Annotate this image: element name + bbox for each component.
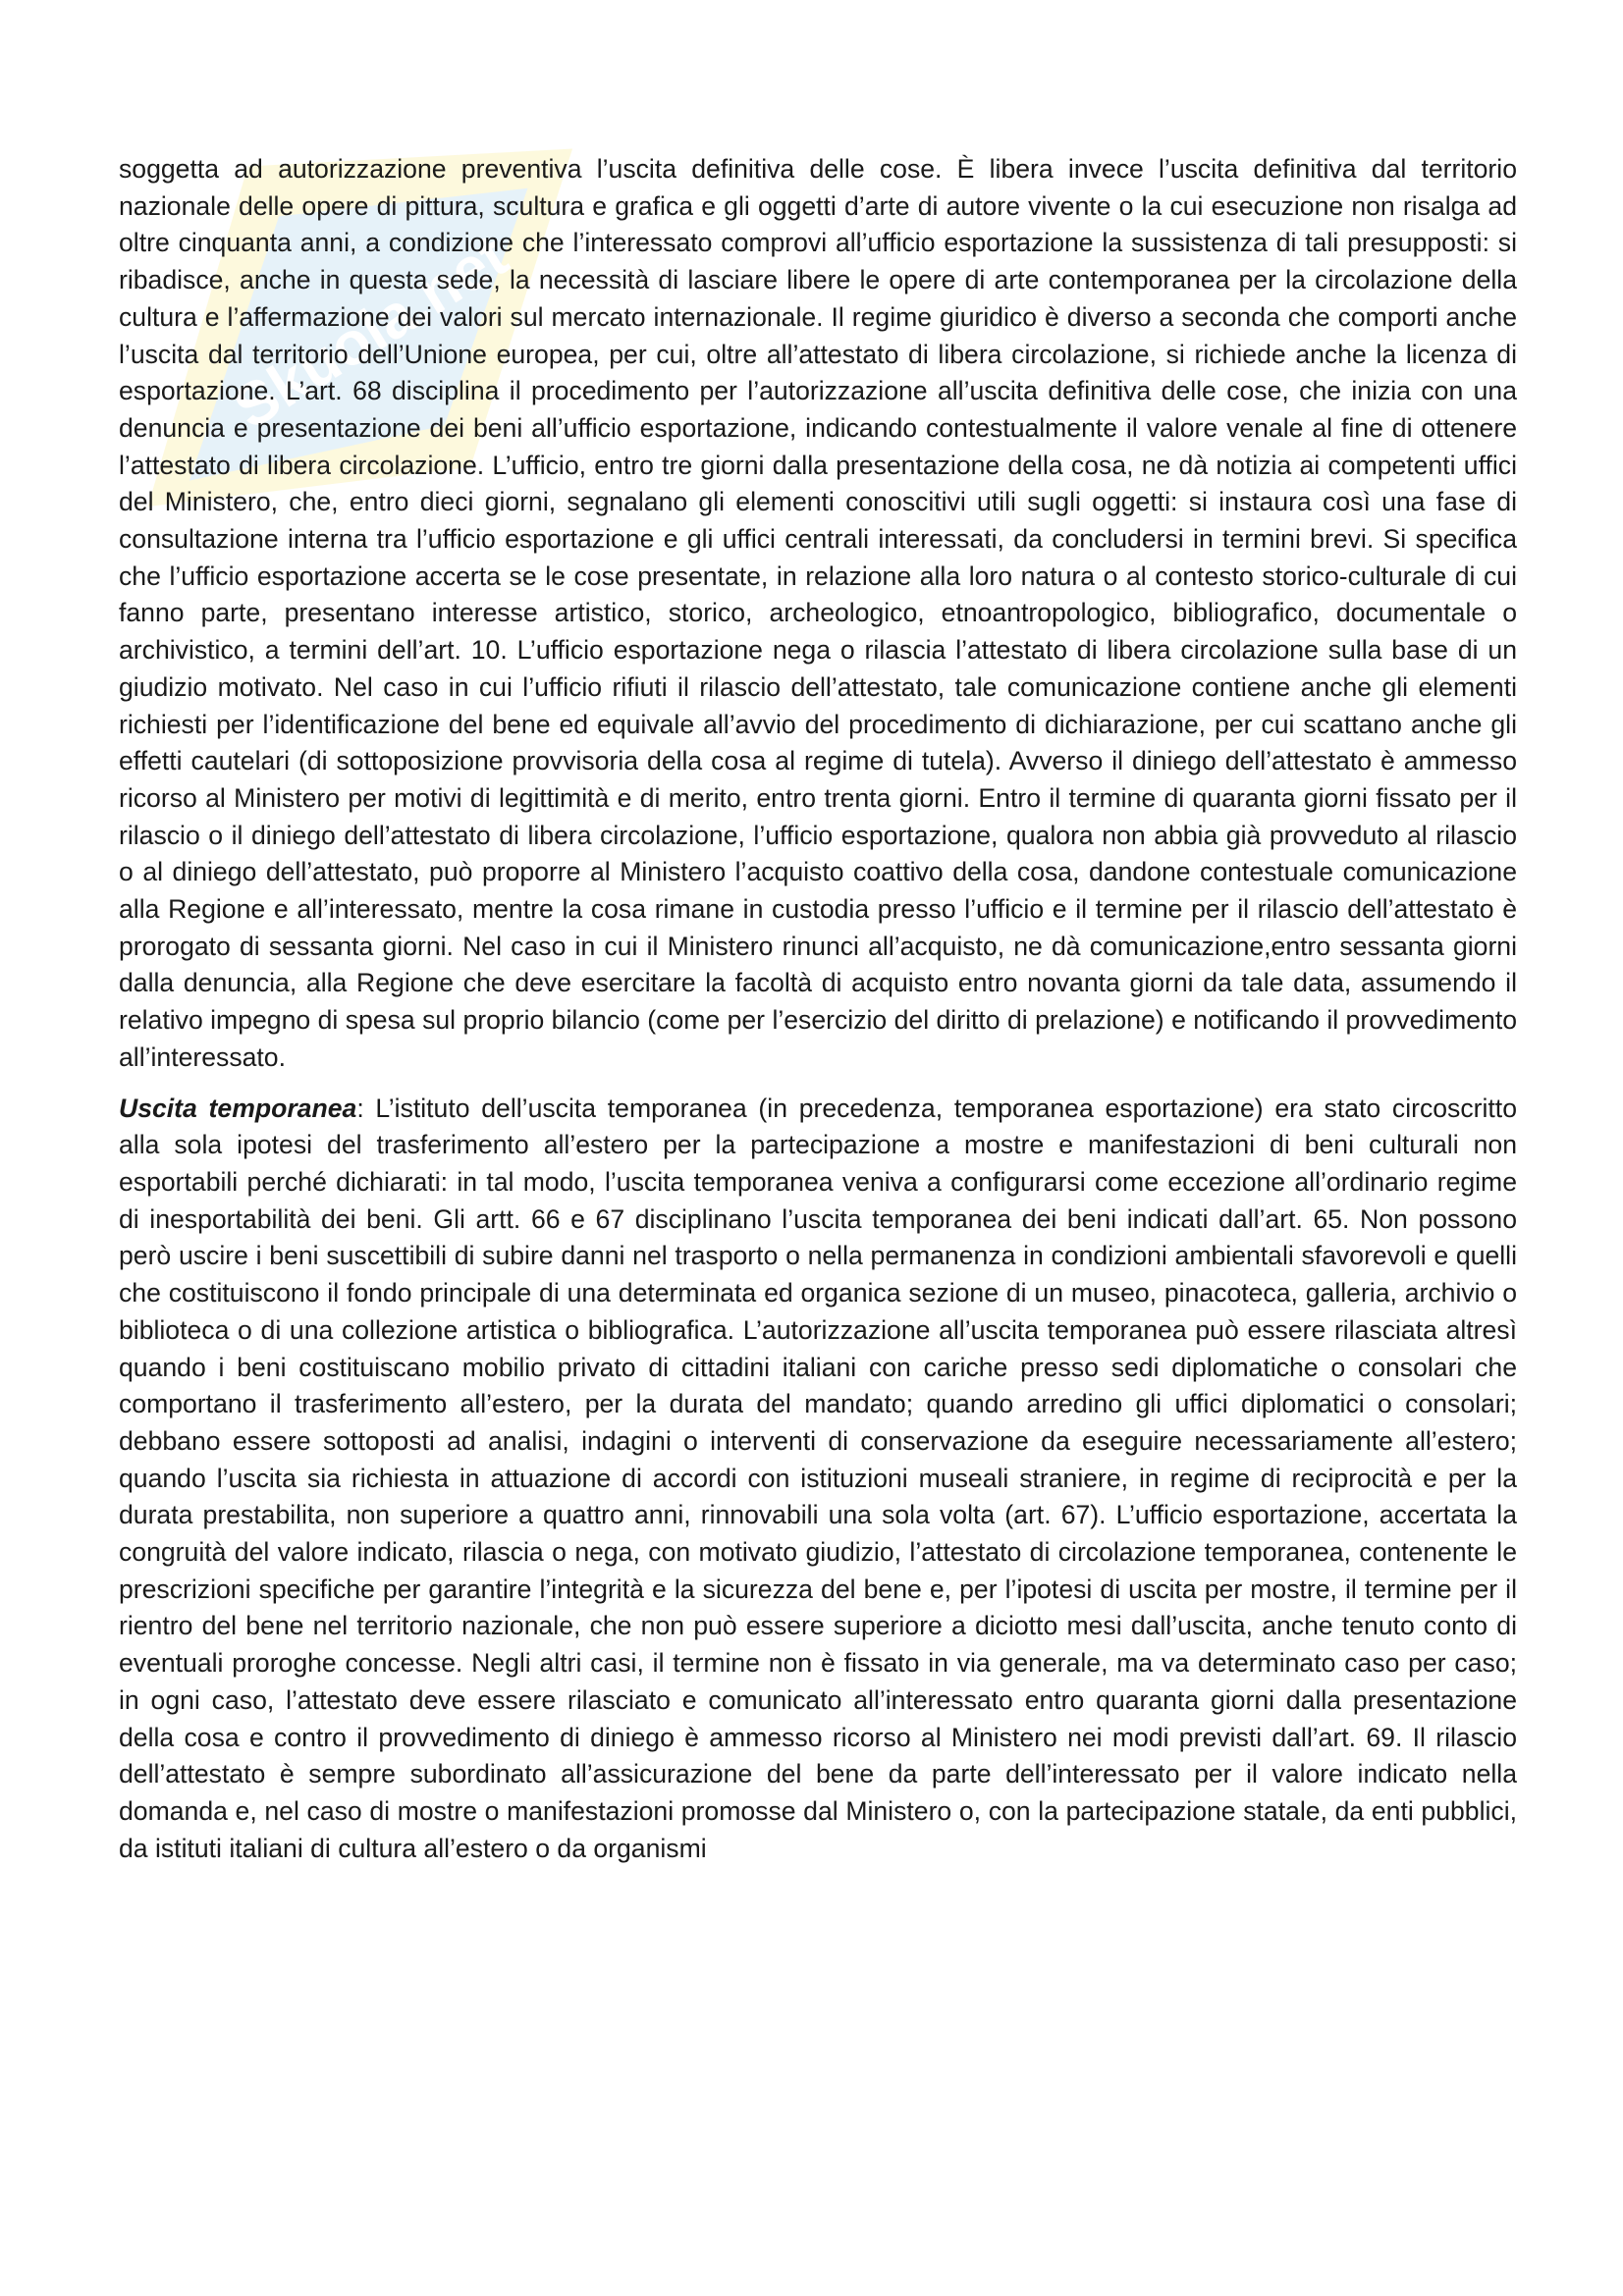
section-heading-colon: : bbox=[356, 1093, 364, 1123]
paragraph-uscita-temporanea bbox=[119, 1091, 1517, 1868]
paragraph-text: soggetta ad autorizzazione preventiva l’uscita definitiva delle cose. È libera invece l’uscita definitiva dal territorio nazionale delle opere di pittura, scultura e grafica e gli oggetti d’arte di autore vivente o la cui esecuzione non risalga ad oltre cinquanta anni, a condizione che l’interessato comprovi all’ufficio esportazione la sussistenza di tali presupposti: si ribadisce, anche in questa sede, la necessità di lasciare libere le opere di arte contemporanea per la circolazione della cultura e l’affermazione dei valori sul mercato internazionale. Il regime giuridico è diverso a seconda che comporti anche l’uscita dal territorio dell’Unione europea, per cui, oltre all’attestato di libera circolazione, si richiede anche la licenza di esportazione. L’art. 68 disciplina il procedimento per l’autorizzazione all’uscita definitiva delle cose, che inizia con una denuncia e presentazione dei beni all’ufficio esportazione, indicando contestualmente il valore venale al fine di ottenere l’attestato di libera circolazione. L’ufficio, entro tre giorni dalla presentazione della cosa, ne dà notizia ai competenti uffici del Ministero, che, entro dieci giorni, segnalano gli elementi conoscitivi utili sugli oggetti: si instaura così una fase di consultazione interna tra l’ufficio esportazione e gli uffici centrali interessati, da concludersi in termini brevi. Si specifica che l’ufficio esportazione accerta se le cose presentate, in relazione alla loro natura o al contesto storico-culturale di cui fanno parte, presentano interesse artistico, storico, archeologico, etnoantropologico, bibliografico, documentale o archivistico, a termini dell’art. 10. L’ufficio esportazione nega o rilascia l’attestato di libera circolazione sulla base di un giudizio motivato. Nel caso in cui l’ufficio rifiuti il rilascio dell’attestato, tale comunicazione contiene anche gli elementi richiesti per l’identificazione del bene ed equivale all’avvio del procedimento di dichiarazione, per cui scattano anche gli effetti cautelari (di sottoposizione provvisoria della cosa al regime di tutela). Avverso il diniego dell’attestato è ammesso ricorso al Ministero per motivi di legittimità e di merito, entro trenta giorni. Entro il termine di quaranta giorni fissato per il rilascio o il diniego dell’attestato di libera circolazione, l’ufficio esportazione, qualora non abbia già provveduto al rilascio o al diniego dell’attestato, può proporre al Ministero l’acquisto coattivo della cosa, dandone contestuale comunicazione alla Regione e all’interessato, mentre la cosa rimane in custodia presso l’ufficio e il termine per il rilascio dell’attestato è prorogato di sessanta giorni. Nel caso in cui il Ministero rinunci all’acquisto, ne dà comunicazione,entro sessanta giorni dalla denuncia, alla Regione che deve esercitare la facoltà di acquisto entro novanta giorni da tale data, assumendo il relativo impegno di spesa sul proprio bilancio (come per l’esercizio del diritto di prelazione) e notificando il provvedimento all’interessato. bbox=[119, 154, 1517, 1072]
paragraph-text: L’istituto dell’uscita temporanea (in precedenza, temporanea esportazione) era stato circoscritto alla sola ipotesi del trasferimento all’estero per la partecipazione a mostre e manifestazioni di beni culturali non esportabili perché dichiarati: in tal modo, l’uscita temporanea veniva a configurarsi come eccezione all’ordinario regime di inesportabilità dei beni. Gli artt. 66 e 67 disciplinano l’uscita temporanea dei beni indicati dall’art. 65. Non possono però uscire i beni suscettibili di subire danni nel trasporto o nella permanenza in condizioni ambientali sfavorevoli e quelli che costituiscono il fondo principale di una determinata ed organica sezione di un museo, pinacoteca, galleria, archivio o biblioteca o di una collezione artistica o bibliografica. L’autorizzazione all’uscita temporanea può essere rilasciata altresì quando i beni costituiscano mobilio privato di cittadini italiani con cariche presso sedi diplomatiche o consolari che comportano il trasferimento all’estero, per la durata del mandato; quando arredino gli uffici diplomatici o consolari; debbano essere sottoposti ad analisi, indagini o interventi di conservazione da eseguire necessariamente all’estero; quando l’uscita sia richiesta in attuazione di accordi con istituzioni museali straniere, in regime di reciprocità e per la durata prestabilita, non superiore a quattro anni, rinnovabili una sola volta (art. 67). L’ufficio esportazione, accertata la congruità del valore indicato, rilascia o nega, con motivato giudizio, l’attestato di circolazione temporanea, contenente le prescrizioni specifiche per garantire l’integrità e la sicurezza del bene e, per l’ipotesi di uscita per mostre, il termine per il rientro del bene nel territorio nazionale, che non può essere superiore a diciotto mesi dall’uscita, anche tenuto conto di eventuali proroghe concesse. Negli altri casi, il termine non è fissato in via generale, ma va determinato caso per caso; in ogni caso, l’attestato deve essere rilasciato e comunicato all’interessato entro quaranta giorni dalla presentazione della cosa e contro il provvedimento di diniego è ammesso ricorso al Ministero nei modi previsti dall’art. 69. Il rilascio dell’attestato è sempre subordinato all’assicurazione del bene da parte dell’interessato per il valore indicato nella domanda e, nel caso di mostre o manifestazioni promosse dal Ministero o, con la partecipazione statale, da enti pubblici, da istituti italiani di cultura all’estero o da organismi bbox=[119, 1093, 1517, 1863]
watermark-text: Skuola.net bbox=[222, 221, 519, 443]
section-heading: Uscita temporanea bbox=[119, 1093, 357, 1123]
paragraph-uscita-definitiva bbox=[119, 151, 1517, 1077]
document-body bbox=[119, 151, 1517, 1867]
